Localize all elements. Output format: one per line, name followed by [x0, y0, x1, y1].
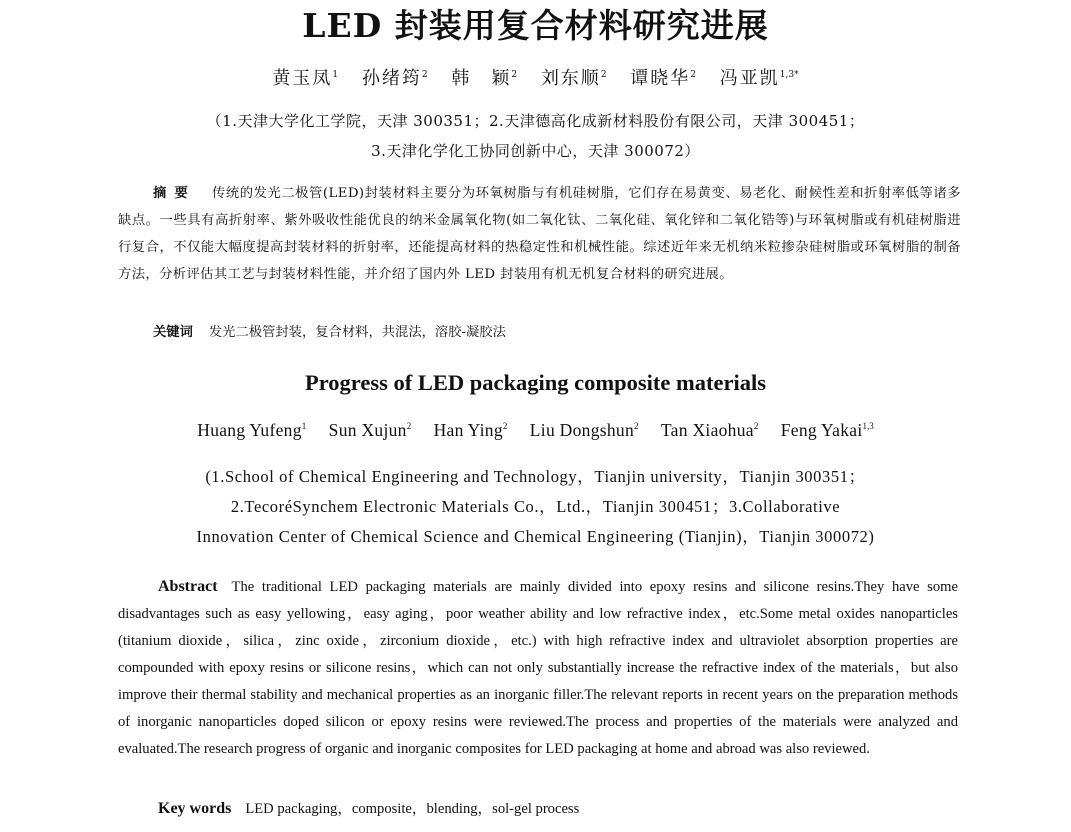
author-affil-mark: 2 — [753, 421, 759, 431]
author-en — [197, 412, 306, 444]
author-name: Han Ying — [433, 419, 503, 440]
author-name: Sun Xujun — [328, 419, 407, 440]
abstract-label-cn: 摘要 — [153, 186, 196, 201]
keywords-label-cn: 关键词 — [153, 325, 193, 340]
title-english: Progress of LED packaging composite materials — [304, 370, 766, 395]
affiliation-line: 2.TecoréSynchem Electronic Materials Co.，Ltd.，Tianjin 300451；3.Collaborative — [230, 497, 841, 516]
author-name: Liu Dongshun — [529, 419, 635, 440]
affiliations-english — [0, 462, 1071, 552]
author-affil-mark: 2 — [634, 421, 639, 431]
author-name: 谭晓华 — [630, 68, 691, 89]
author-name: Tan Xiaohua — [660, 419, 754, 440]
abstract-chinese — [118, 180, 961, 288]
author-affil-mark: 1 — [332, 70, 339, 80]
author-en — [781, 412, 874, 444]
keywords-english — [158, 795, 579, 823]
title-chinese: LED 封装用复合材料研究进展 — [302, 6, 769, 45]
abstract-english — [118, 573, 958, 763]
author-affil-mark: 2 — [406, 421, 412, 431]
author-name: 冯亚凯 — [719, 68, 780, 89]
author-cn — [451, 62, 517, 92]
author-cn — [720, 62, 799, 92]
affiliation-line: （1.天津大学化工学院，天津 300351；2.天津德高化成新材料股份有限公司，天津 300451； — [206, 112, 865, 130]
author-affil-mark: 1,3 — [862, 421, 874, 431]
author-affil-mark: 2 — [600, 70, 607, 80]
authors-english — [0, 412, 1071, 444]
author-affil-mark: 2 — [502, 421, 508, 431]
author-name: 韩 颖 — [451, 68, 512, 89]
author-affil-mark: 2 — [511, 70, 518, 80]
affiliation-line: 3.天津化学化工协同创新中心，天津 300072） — [371, 142, 700, 160]
affiliations-chinese — [0, 106, 1071, 166]
author-name: 黄玉凤 — [272, 68, 333, 89]
authors-chinese — [0, 62, 1071, 92]
keywords-text-en: LED packaging，composite，blending，sol-gel process — [245, 801, 580, 817]
abstract-text-en: The traditional LED packaging materials are mainly divided into epoxy resins and silicone resins.They have some disadvantages such as easy yellowing，easy aging，poor weather ability and low refractive index，etc.Some metal oxides nanoparticles (titanium dioxide，silica，zinc oxide，zirconium dioxide，etc.) with high refractive index and ultraviolet absorption properties are compounded with epoxy resins or silicone resins，which can not only substantially increase the refractive index of the materials，but also improve their thermal stability and mechanical properties as an inorganic filler.The relevant reports in recent years on the preparation methods of inorganic nanoparticles doped silicon or epoxy resins were reviewed.The process and properties of the materials were analyzed and evaluated.The research progress of organic and inorganic composites for LED packaging at home and abroad was also reviewed. — [118, 579, 958, 757]
author-name: Feng Yakai — [780, 419, 863, 440]
author-cn — [541, 62, 607, 92]
author-en — [530, 412, 639, 444]
affiliation-line: (1.School of Chemical Engineering and Technology，Tianjin university，Tianjin 300351； — [205, 467, 866, 486]
keywords-label-en: Key words — [158, 800, 232, 817]
keywords-chinese — [153, 319, 506, 346]
author-name: 刘东顺 — [540, 68, 601, 89]
abstract-text-cn: 传统的发光二极管(LED)封装材料主要分为环氧树脂与有机硅树脂，它们存在易黄变、易老化、耐候性差和折射率低等诸多缺点。一些具有高折射率、紫外吸收性能优良的纳米金属氧化物(如二氧化钛、二氧化硅、氧化锌和二氧化锆等)与环氧树脂或有机硅树脂进行复合，不仅能大幅度提高封装材料的折射率，还能提高材料的热稳定性和机械性能。综述近年来无机纳米粒掺杂硅树脂或环氧树脂的制备方法，分析评估其工艺与封装材料性能，并介绍了国内外 LED 封装用有机无机复合材料的研究进展。 — [118, 186, 961, 282]
abstract-label-en: Abstract — [158, 578, 218, 595]
author-affil-mark: 1 — [301, 421, 307, 431]
author-affil-mark: 1,3* — [779, 70, 799, 80]
author-affil-mark: 2 — [690, 70, 697, 80]
author-name: 孙绪筠 — [361, 68, 422, 89]
keywords-text-cn: 发光二极管封装，复合材料，共混法，溶胶-凝胶法 — [208, 325, 506, 340]
author-cn — [630, 62, 696, 92]
author-affil-mark: 2 — [421, 70, 428, 80]
author-name: Huang Yufeng — [197, 419, 302, 440]
author-en — [661, 412, 758, 444]
author-en — [434, 412, 508, 444]
author-en — [329, 412, 412, 444]
author-cn — [272, 62, 338, 92]
affiliation-line: Innovation Center of Chemical Science and Chemical Engineering (Tianjin)，Tianjin 300072) — [196, 527, 875, 546]
author-cn — [362, 62, 428, 92]
